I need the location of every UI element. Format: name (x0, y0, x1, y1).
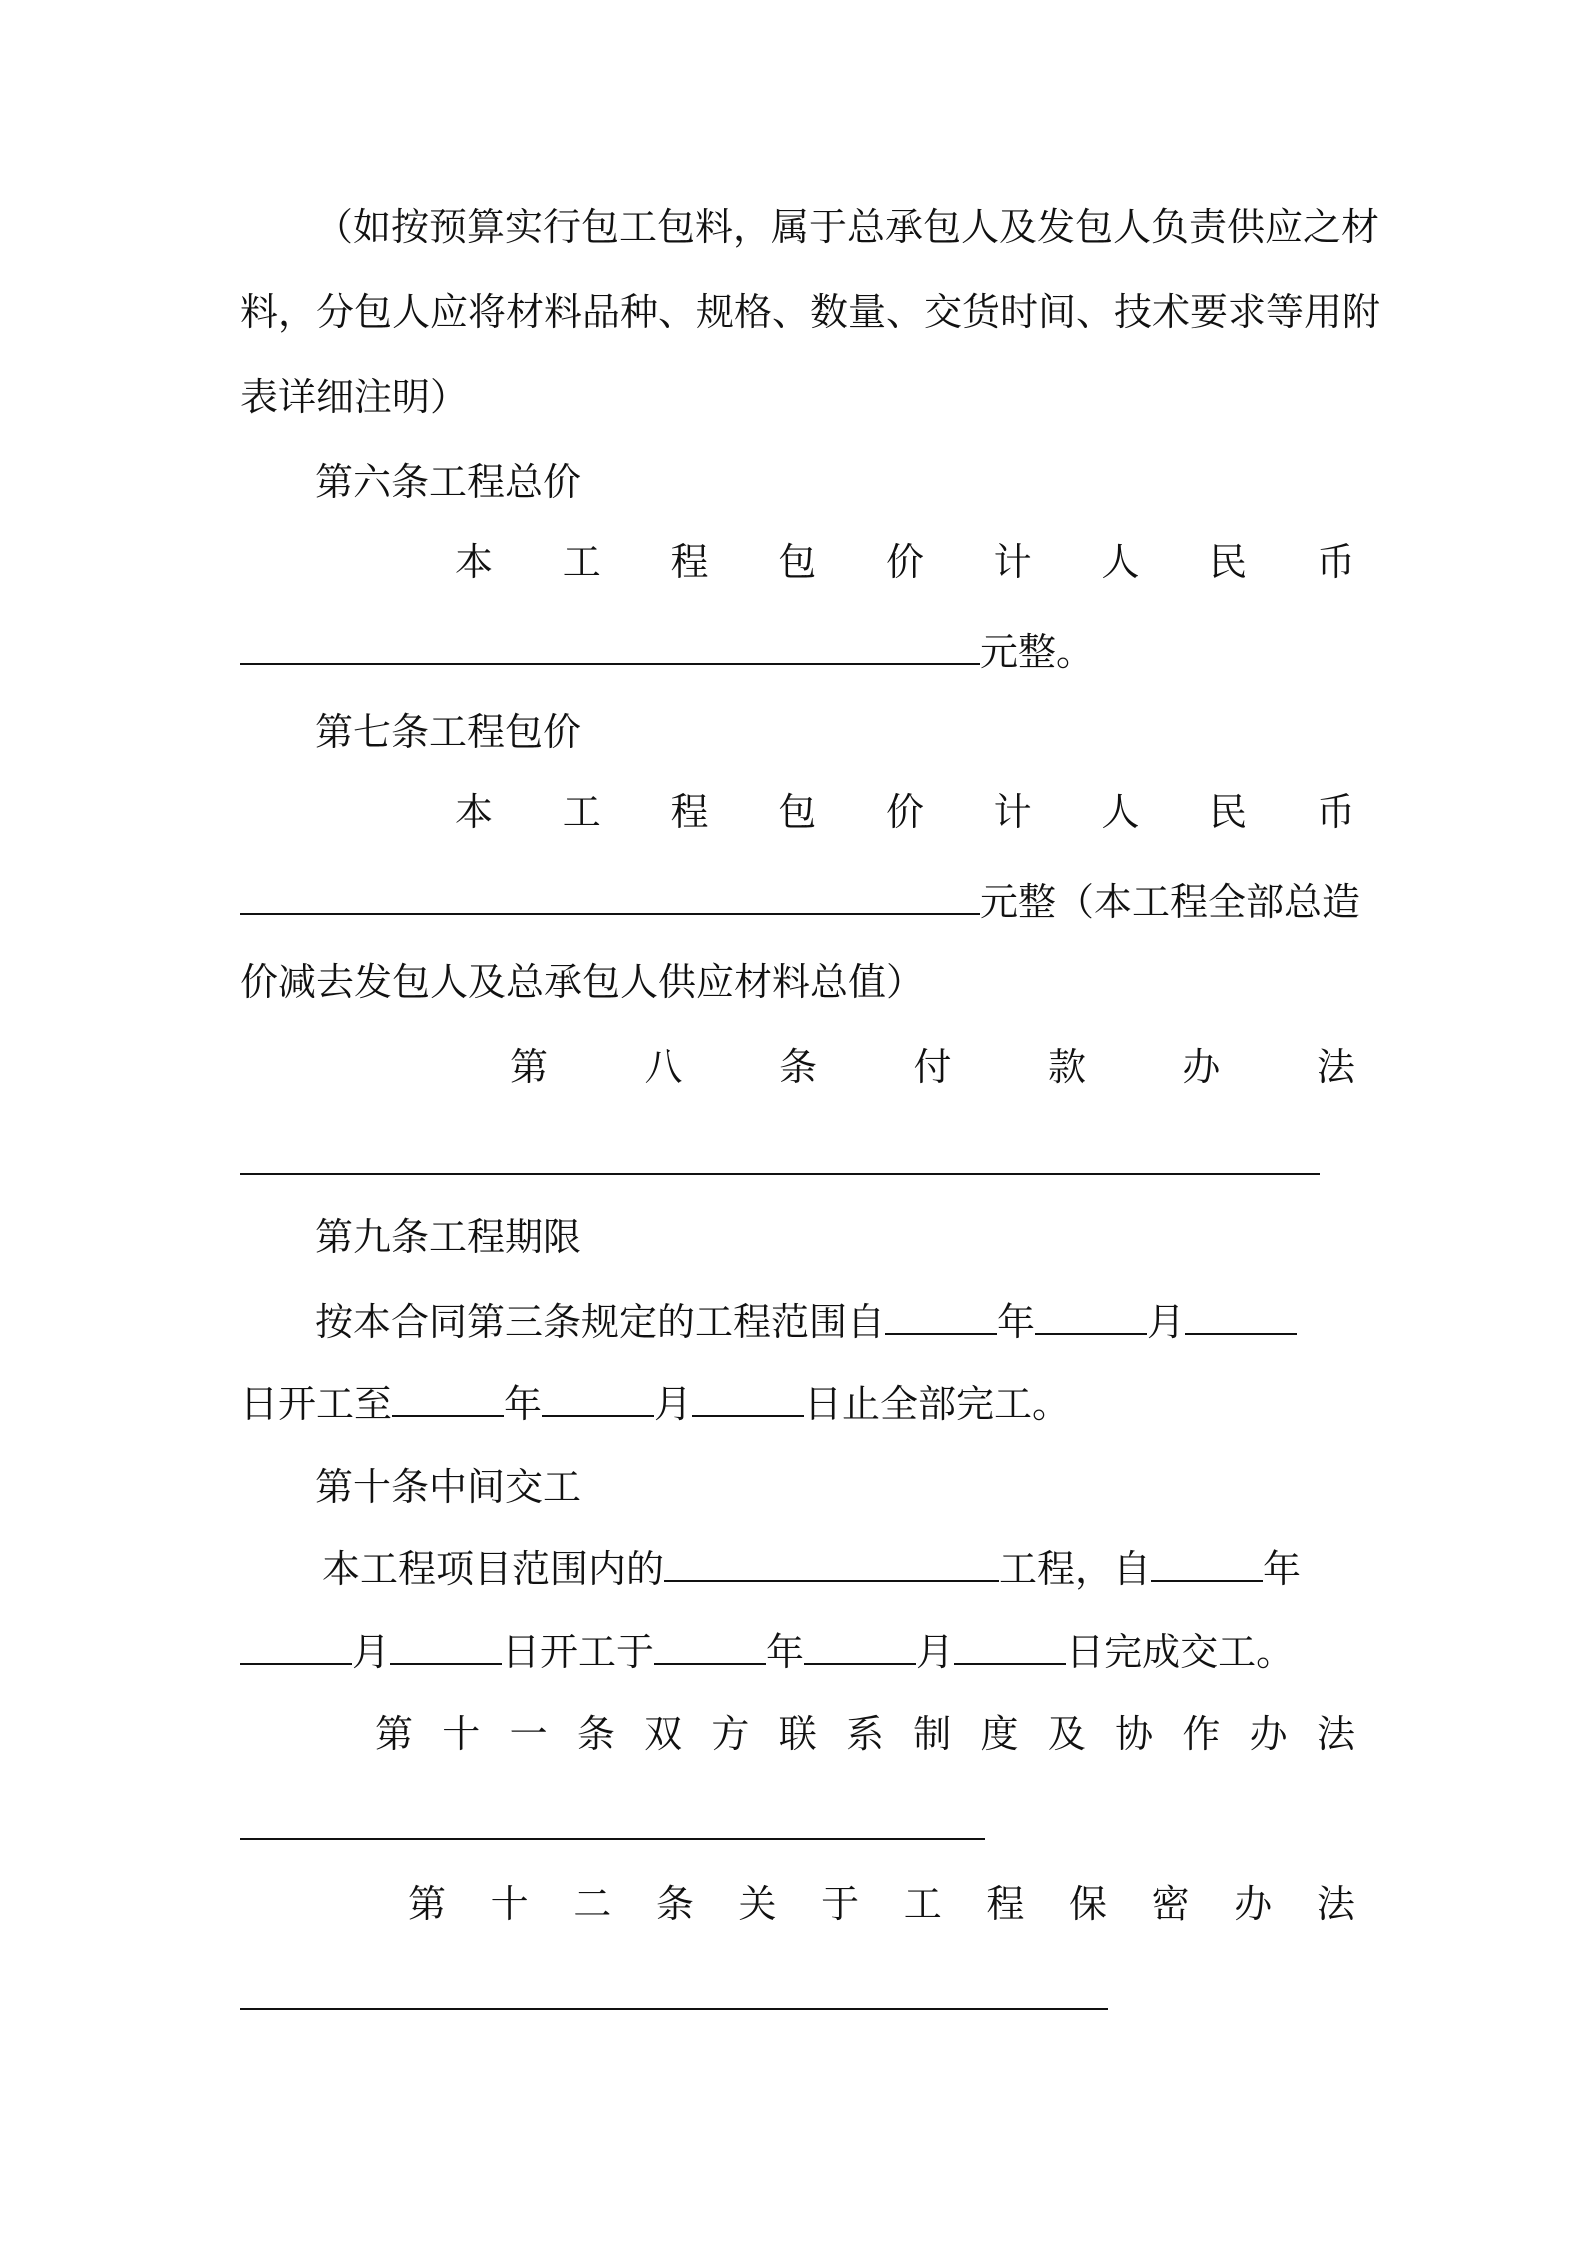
spaced-character: 工 (903, 1882, 942, 1926)
spaced-character: 密 (1151, 1882, 1190, 1926)
amount-suffix: 元整（本工程全部总造 (980, 880, 1361, 924)
spaced-character: 民 (1209, 540, 1248, 584)
year-blank[interactable] (1151, 1532, 1263, 1582)
spaced-character: 本 (455, 540, 494, 584)
payment-method-blank[interactable] (240, 1125, 1320, 1175)
article-6-amount-line (240, 520, 1355, 604)
spaced-character: 价 (885, 540, 924, 584)
amount-blank[interactable] (240, 865, 980, 915)
spaced-character: 程 (670, 540, 709, 584)
spaced-character: 法 (1316, 1882, 1355, 1926)
spaced-character: 付 (913, 1045, 952, 1089)
month-blank[interactable] (240, 1615, 352, 1665)
article-12-blank-line (240, 1955, 1355, 2039)
spaced-character: 第 (408, 1882, 447, 1926)
spaced-character: 度 (980, 1712, 1019, 1756)
confidentiality-method-blank[interactable] (240, 1960, 1108, 2010)
text-segment: 本工程项目范围内的 (322, 1547, 665, 1591)
year-blank[interactable] (392, 1367, 504, 1417)
spaced-character: 本 (455, 790, 494, 834)
spaced-character: 币 (1316, 540, 1355, 584)
year-blank[interactable] (654, 1615, 766, 1665)
paragraph-line: 料，分包人应将材料品种、规格、数量、交货时间、技术要求等用附 (240, 290, 1381, 334)
spaced-character: 条 (655, 1882, 694, 1926)
month-unit: 月 (352, 1630, 391, 1674)
paragraph-line: （如按预算实行包工包料，属于总承包人及发包人负责供应之材 (315, 205, 1380, 249)
text-segment: 工程，自 (999, 1547, 1152, 1591)
article-9-line-2 (240, 1362, 1355, 1446)
text-segment: 日开工于 (502, 1630, 655, 1674)
spaced-character: 系 (845, 1712, 884, 1756)
spaced-character: 制 (913, 1712, 952, 1756)
spaced-character: 人 (1101, 790, 1140, 834)
year-unit: 年 (504, 1382, 543, 1426)
spaced-character: 包 (778, 790, 817, 834)
article-10-title: 第十条中间交工 (315, 1465, 582, 1509)
article-11-blank-line (240, 1785, 1355, 1869)
spaced-character: 办 (1234, 1882, 1273, 1926)
article-9-line-1 (240, 1280, 1355, 1364)
spaced-character: 第 (510, 1045, 549, 1089)
spaced-character: 及 (1047, 1712, 1086, 1756)
article-6-title: 第六条工程总价 (315, 460, 582, 504)
article-10-line-1 (240, 1527, 1355, 1611)
spaced-character: 法 (1316, 1045, 1355, 1089)
project-name-blank[interactable] (664, 1532, 999, 1582)
spaced-character: 法 (1316, 1712, 1355, 1756)
spaced-character: 程 (670, 790, 709, 834)
article-7-note: 价减去发包人及总承包人供应材料总值） (240, 960, 925, 1004)
article-7-title: 第七条工程包价 (315, 710, 582, 754)
spaced-character: 条 (576, 1712, 615, 1756)
spaced-character: 二 (573, 1882, 612, 1926)
year-unit: 年 (766, 1630, 805, 1674)
cooperation-method-blank[interactable] (240, 1790, 985, 1840)
month-blank[interactable] (542, 1367, 654, 1417)
article-9-title: 第九条工程期限 (315, 1215, 582, 1259)
amount-blank[interactable] (240, 615, 980, 665)
month-unit: 月 (654, 1382, 693, 1426)
article-12-title-line (240, 1862, 1355, 1946)
day-blank[interactable] (954, 1615, 1066, 1665)
article-8-blank-line (240, 1120, 1355, 1204)
spaced-character: 价 (885, 790, 924, 834)
spaced-character: 计 (993, 790, 1032, 834)
article-6-amount-blank-line (240, 610, 1355, 694)
day-blank[interactable] (1185, 1285, 1297, 1335)
spaced-character: 包 (778, 540, 817, 584)
spaced-character: 计 (993, 540, 1032, 584)
article-11-title-line (240, 1692, 1355, 1776)
day-blank[interactable] (390, 1615, 502, 1665)
article-7-amount-line (240, 770, 1355, 854)
spaced-character: 关 (738, 1882, 777, 1926)
spaced-character: 条 (778, 1045, 817, 1089)
spaced-character: 办 (1249, 1712, 1288, 1756)
text-segment: 按本合同第三条规定的工程范围自 (315, 1300, 886, 1344)
spaced-character: 办 (1182, 1045, 1221, 1089)
spaced-character: 保 (1069, 1882, 1108, 1926)
spaced-character: 工 (562, 540, 601, 584)
text-segment: 日开工至 (240, 1382, 393, 1426)
article-10-line-2 (240, 1610, 1355, 1694)
spaced-character: 于 (821, 1882, 860, 1926)
month-unit: 月 (916, 1630, 955, 1674)
day-blank[interactable] (692, 1367, 804, 1417)
spaced-character: 方 (711, 1712, 750, 1756)
spaced-character: 十 (490, 1882, 529, 1926)
text-segment: 日完成交工。 (1066, 1630, 1295, 1674)
spaced-character: 程 (986, 1882, 1025, 1926)
article-7-amount-blank-line (240, 860, 1361, 944)
text-segment: 日止全部完工。 (804, 1382, 1071, 1426)
spaced-character: 第 (375, 1712, 414, 1756)
spaced-character: 十 (442, 1712, 481, 1756)
paragraph-line: 表详细注明） (240, 375, 469, 419)
spaced-character: 工 (562, 790, 601, 834)
spaced-character: 一 (509, 1712, 548, 1756)
spaced-character: 人 (1101, 540, 1140, 584)
spaced-character: 作 (1182, 1712, 1221, 1756)
year-unit: 年 (997, 1300, 1036, 1344)
spaced-character: 双 (644, 1712, 683, 1756)
amount-suffix: 元整。 (980, 630, 1095, 674)
article-8-title-line (240, 1025, 1355, 1109)
spaced-character: 联 (778, 1712, 817, 1756)
year-blank[interactable] (885, 1285, 997, 1335)
year-unit: 年 (1263, 1547, 1302, 1591)
month-blank[interactable] (1035, 1285, 1147, 1335)
spaced-character: 款 (1047, 1045, 1086, 1089)
spaced-character: 币 (1316, 790, 1355, 834)
month-blank[interactable] (804, 1615, 916, 1665)
spaced-character: 八 (644, 1045, 683, 1089)
spaced-character: 民 (1209, 790, 1248, 834)
spaced-character: 协 (1115, 1712, 1154, 1756)
month-unit: 月 (1147, 1300, 1186, 1344)
